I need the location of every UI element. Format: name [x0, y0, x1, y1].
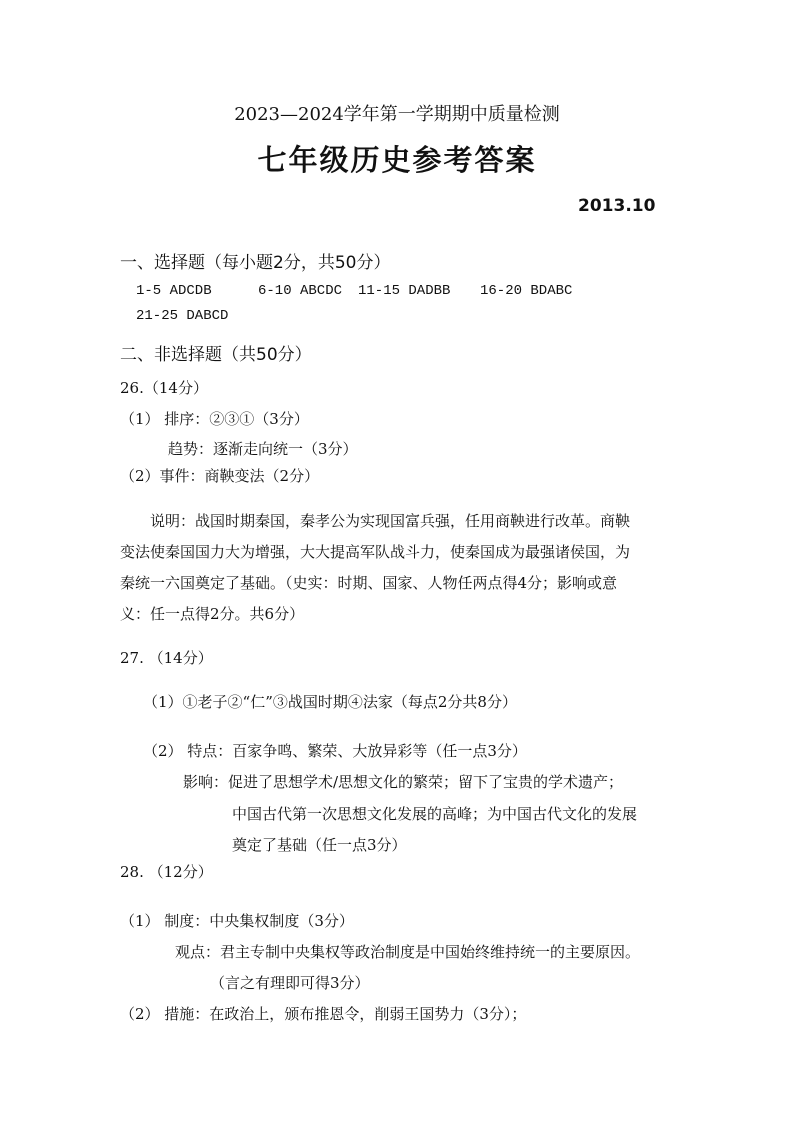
q28-label: 28. （12分） [120, 863, 213, 881]
section-heading-nonchoice: 二、非选择题（共50分） [120, 345, 312, 365]
answer-group-3: 11-15 DADBB [358, 283, 451, 299]
q28-line-3: （言之有理即可得3分） [210, 974, 370, 992]
q27-line-5: 奠定了基础（任一点3分） [232, 836, 407, 854]
page-title: 七年级历史参考答案 [257, 143, 537, 177]
answer-group-5: 21-25 DABCD [136, 308, 229, 324]
q27-line-4: 中国古代第一次思想文化发展的高峰；为中国古代文化的发展 [232, 805, 638, 823]
q26-para-4: 义：任一点得2分。共6分） [120, 605, 305, 623]
document-date: 2013.10 [578, 196, 656, 216]
exam-subtitle: 2023—2024学年第一学期期中质量检测 [234, 104, 560, 125]
q26-para-1: 说明：战国时期秦国，秦孝公为实现国富兵强，任用商鞅进行改革。商鞅 [150, 512, 631, 530]
q26-para-3: 秦统一六国奠定了基础。（史实：时期、国家、人物任两点得4分；影响或意 [120, 574, 618, 592]
q27-line-3: 影响：促进了思想学术/思想文化的繁荣；留下了宝贵的学术遗产； [183, 773, 624, 791]
q26-line-3: （2）事件：商鞅变法（2分） [120, 467, 320, 485]
q28-line-1: （1） 制度：中央集权制度（3分） [120, 912, 354, 930]
q26-para-2: 变法使秦国国力大为增强，大大提高军队战斗力，使秦国成为最强诸侯国，为 [120, 543, 631, 561]
answer-group-1: 1-5 ADCDB [136, 283, 212, 299]
answer-group-2: 6-10 ABCDC [258, 283, 343, 299]
q28-line-4: （2） 措施：在政治上，颁布推恩令，削弱王国势力（3分）； [120, 1005, 527, 1023]
q27-line-1: （1）①老子②“仁”③战国时期④法家（每点2分共8分） [143, 693, 517, 711]
q26-line-1: （1） 排序：②③①（3分） [120, 410, 309, 428]
q26-line-2: 趋势：逐渐走向统一（3分） [168, 440, 358, 458]
q26-label: 26.（14分） [120, 379, 208, 397]
q28-line-2: 观点：君主专制中央集权等政治制度是中国始终维持统一的主要原因。 [175, 943, 641, 961]
q27-label: 27. （14分） [120, 649, 213, 667]
answer-group-4: 16-20 BDABC [480, 283, 573, 299]
section-heading-choice: 一、选择题（每小题2分，共50分） [120, 253, 391, 273]
q27-line-2: （2） 特点：百家争鸣、繁荣、大放异彩等（任一点3分） [143, 742, 527, 760]
